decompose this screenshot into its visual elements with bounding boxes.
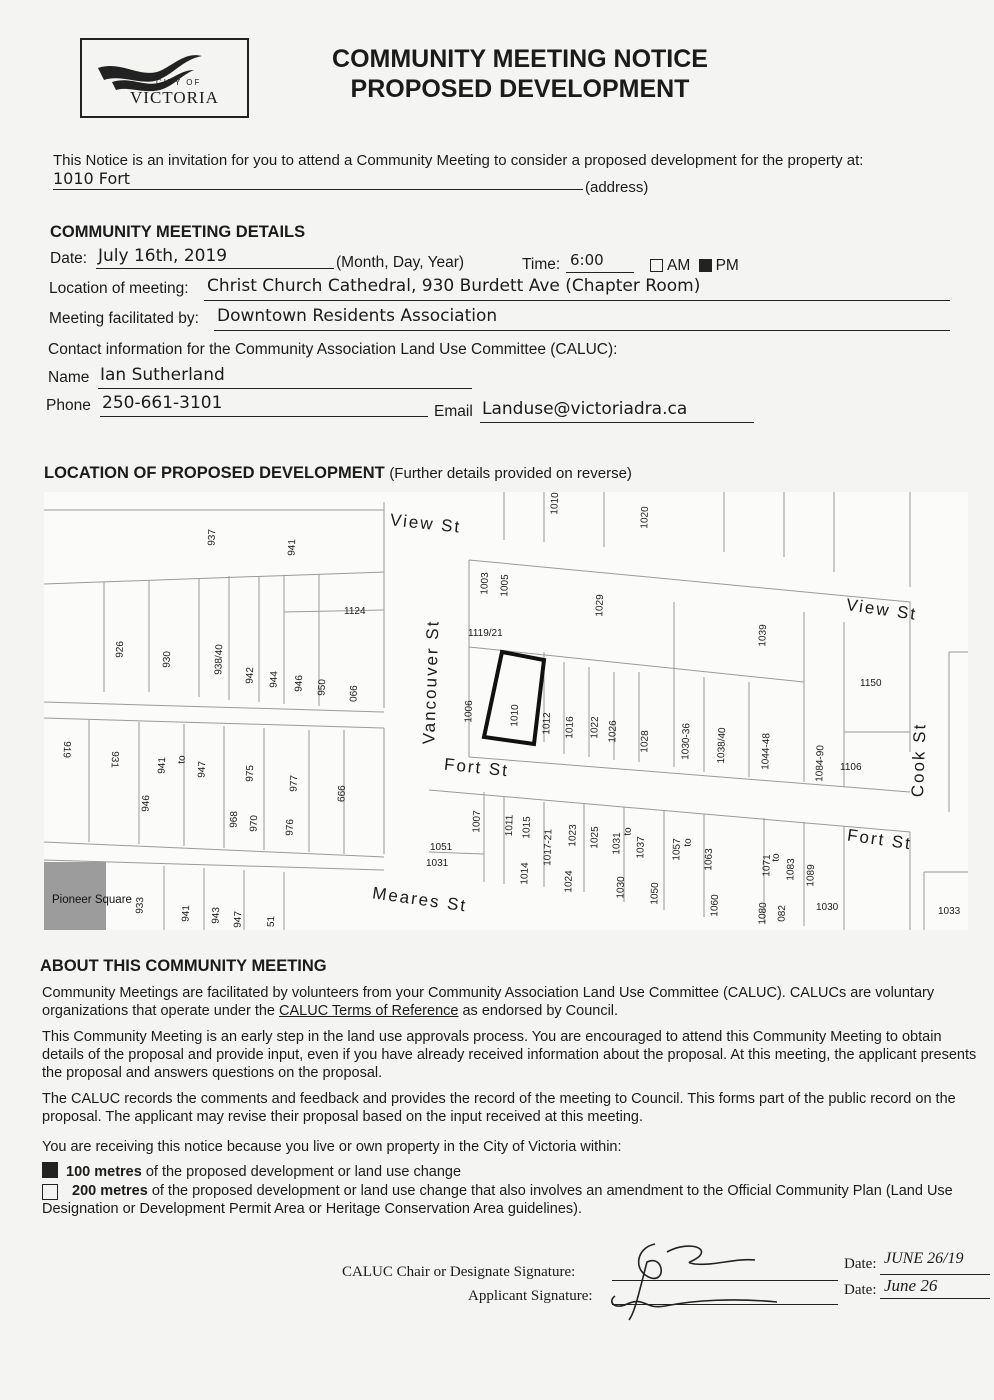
radius-option-100 <box>42 1162 982 1181</box>
lot-number: 1084-90 <box>814 744 827 783</box>
lot-number: 082 <box>776 904 789 923</box>
radius-100-text: of the proposed development or land use change <box>145 1164 462 1180</box>
lot-number: 1060 <box>709 894 722 917</box>
lot-number: 968 <box>228 810 241 829</box>
lot-number: 947 <box>232 910 245 929</box>
pm-label: PM <box>715 257 739 274</box>
lot-number: 950 <box>316 678 329 697</box>
street-fort-left: Fort St <box>443 754 510 781</box>
street-view-left: View St <box>389 510 463 537</box>
logo-city-of: CITY OF <box>156 78 202 87</box>
radius-200-checkbox[interactable] <box>42 1184 58 1200</box>
facilitated-label: Meeting facilitated by: <box>49 310 199 327</box>
lot-number: 1051 <box>430 842 453 853</box>
name-label: Name <box>48 369 90 386</box>
date-underline <box>96 268 334 269</box>
lot-number: 937 <box>206 528 219 547</box>
location-map <box>44 492 968 930</box>
lot-number: 946 <box>293 674 306 693</box>
lot-number: 944 <box>268 670 281 689</box>
date-value-2: June 26 <box>884 1276 938 1295</box>
am-label: AM <box>667 257 691 274</box>
location-label: Location of meeting: <box>49 280 189 297</box>
about-paragraph-2: This Community Meeting is an early step in the land use approvals process. You are encouraged to attend this Community Meeting to obtain details of the proposal and provide input, even if you have already received information about the proposal. At this meeting, the applicant presents the proposal and answers questions on the proposal. <box>42 1029 977 1081</box>
address-underline <box>53 189 583 190</box>
name-underline <box>98 388 472 389</box>
lot-number: 1031 <box>611 832 624 855</box>
city-logo <box>80 38 249 118</box>
name-value: Ian Sutherland <box>100 365 225 385</box>
time-underline <box>566 272 634 273</box>
lot-number: 1080 <box>757 902 770 925</box>
lot-number: 1026 <box>607 720 620 743</box>
street-cook: Cook St <box>907 722 930 798</box>
lot-number: 941 <box>180 904 193 923</box>
address-value: 1010 Fort <box>53 169 131 188</box>
date-label-1: Date: <box>844 1256 877 1272</box>
lot-number: 1033 <box>938 906 961 917</box>
date-line-2 <box>880 1298 990 1299</box>
applicant-signature-label: Applicant Signature: <box>468 1288 593 1304</box>
lot-number: 1023 <box>567 824 580 847</box>
details-heading: COMMUNITY MEETING DETAILS <box>50 223 306 241</box>
lot-number: 976 <box>284 818 297 837</box>
time-label: Time: <box>522 256 561 273</box>
lot-number: 1007 <box>471 810 484 833</box>
lot-number: 1124 <box>344 606 366 617</box>
date-label: Date: <box>50 250 88 267</box>
about-p1-end: as endorsed by Council. <box>462 1003 619 1019</box>
facilitated-value: Downtown Residents Association <box>217 306 498 326</box>
lot-number: 931 <box>108 750 121 769</box>
title-line-2: PROPOSED DEVELOPMENT <box>350 75 690 103</box>
lot-number: 1106 <box>840 762 862 773</box>
facilitated-underline <box>214 330 950 331</box>
lot-number: 938/40 <box>213 644 226 675</box>
invitation-text: This Notice is an invitation for you to attend a Community Meeting to consider a proposed development for the property at: <box>53 152 864 169</box>
lot-number: to <box>770 853 782 862</box>
location-heading-title: LOCATION OF PROPOSED DEVELOPMENT <box>44 464 385 482</box>
date-value: July 16th, 2019 <box>98 246 228 266</box>
lot-number: 919 <box>60 740 73 759</box>
lot-number: 941 <box>156 756 169 775</box>
lot-number: 1017-21 <box>542 828 555 867</box>
lot-number: 999 <box>334 784 347 803</box>
date-label-2: Date: <box>844 1282 877 1298</box>
radius-100-bold: 100 metres <box>66 1164 142 1180</box>
lot-number: 1057 <box>671 838 684 861</box>
location-heading <box>44 464 632 483</box>
lot-number: 1030-36 <box>680 722 693 761</box>
about-paragraph-3: The CALUC records the comments and feedback and provides the record of the meeting to Council. This forms part of the public record on the proposal. The applicant may revise their proposal based on the input received at this meeting. <box>42 1091 956 1125</box>
email-value: Landuse@victoriadra.ca <box>482 399 688 419</box>
location-heading-note: (Further details provided on reverse) <box>389 465 632 482</box>
lot-number: 1016 <box>564 716 577 739</box>
time-value: 6:00 <box>570 251 604 269</box>
lot-number: 990 <box>346 684 359 703</box>
radius-100-checkbox[interactable] <box>42 1162 58 1178</box>
about-paragraph-4: You are receiving this notice because you live or own property in the City of Victoria within: <box>42 1139 622 1155</box>
lot-number: to <box>622 827 634 836</box>
lot-number: 947 <box>196 760 209 779</box>
title-line-1: COMMUNITY MEETING NOTICE <box>332 45 708 73</box>
location-value: Christ Church Cathedral, 930 Burdett Ave (Chapter Room) <box>207 276 701 296</box>
lot-number: 1005 <box>499 574 512 597</box>
lot-number: 926 <box>114 640 127 659</box>
am-checkbox[interactable] <box>650 259 663 272</box>
address-label: (address) <box>585 179 649 196</box>
street-vancouver: Vancouver St <box>419 619 443 745</box>
lot-number: 1029 <box>594 594 607 617</box>
lot-number: 1006 <box>463 700 476 723</box>
phone-label: Phone <box>46 397 91 414</box>
lot-number: 51 <box>265 915 278 928</box>
lot-number: 941 <box>286 538 299 557</box>
lot-number: 1063 <box>703 848 716 871</box>
phone-value: 250-661-3101 <box>102 393 223 413</box>
pm-checkbox[interactable] <box>699 259 712 272</box>
lot-number: 1038/40 <box>715 727 729 764</box>
lot-number: 1039 <box>757 624 770 647</box>
lot-number: 1015 <box>521 816 534 839</box>
lot-number: 1010 <box>509 704 522 727</box>
date-hint: (Month, Day, Year) <box>336 254 465 271</box>
lot-number: 1014 <box>519 862 532 885</box>
about-p1-text: Community Meetings are facilitated by volunteers from your Community Association Land Use Committee (CALUC). CALUCs are voluntary organizations that operate under the <box>42 985 935 1019</box>
logo-victoria: VICTORIA <box>130 88 219 107</box>
street-fort-right: Fort St <box>846 825 914 854</box>
lot-number: 1071 <box>761 854 774 877</box>
lot-number: 930 <box>161 650 174 669</box>
lot-number: 933 <box>134 896 147 915</box>
caluc-terms-link[interactable]: CALUC Terms of Reference <box>279 1003 459 1019</box>
subject-property-outline <box>484 652 544 744</box>
lot-number: 1028 <box>639 730 652 753</box>
lot-number: 942 <box>244 666 257 685</box>
lot-number: 1044-48 <box>760 732 773 771</box>
lot-number: 946 <box>140 794 153 813</box>
radius-200-text: of the proposed development or land use change that also involves an amendment to the Official Community Plan (Land Use Designation or Development Permit Area or Heritage Conservation Area guidelines). <box>42 1183 953 1217</box>
am-option <box>650 257 739 275</box>
lot-number: 1119/21 <box>468 628 503 639</box>
location-underline <box>204 300 950 301</box>
lot-number: 1083 <box>785 858 798 881</box>
about-paragraph-1 <box>42 984 982 1020</box>
lot-number: to <box>176 755 188 764</box>
lot-number: 1025 <box>589 826 602 849</box>
lot-number: 1003 <box>479 572 492 595</box>
contact-text: Contact information for the Community Association Land Use Committee (CALUC): <box>48 341 618 358</box>
handwritten-signature-icon <box>605 1232 805 1322</box>
lot-number: 1022 <box>589 716 602 739</box>
caluc-signature-label: CALUC Chair or Designate Signature: <box>342 1264 576 1280</box>
lot-number: to <box>682 838 694 847</box>
lot-number: 1010 <box>549 492 562 515</box>
date-line-1 <box>880 1274 990 1275</box>
street-view-right: View St <box>845 595 919 624</box>
lot-number: 1030 <box>615 876 628 899</box>
map-lot-lines <box>44 492 968 930</box>
lot-number: 977 <box>288 774 301 793</box>
pioneer-square-label: Pioneer Square <box>52 894 132 906</box>
lot-number: 1020 <box>639 506 652 529</box>
lot-number: 970 <box>248 814 261 833</box>
lot-number: 1150 <box>860 678 882 689</box>
email-label: Email <box>434 403 473 420</box>
page-title <box>300 44 740 104</box>
lot-number: 1024 <box>563 870 576 893</box>
email-underline <box>480 422 754 423</box>
phone-underline <box>100 416 428 417</box>
lot-number: 1050 <box>649 882 662 905</box>
lot-number: 943 <box>210 906 223 925</box>
lot-number: 1011 <box>503 814 516 837</box>
lot-number: 1031 <box>426 858 449 869</box>
radius-option-200 <box>42 1182 982 1218</box>
lot-number: 1089 <box>805 864 818 887</box>
radius-200-bold: 200 metres <box>72 1183 148 1199</box>
about-heading: ABOUT THIS COMMUNITY MEETING <box>40 957 327 975</box>
lot-number: 1037 <box>635 836 648 859</box>
lot-number: 1012 <box>541 712 554 735</box>
street-meares: Meares St <box>371 883 469 916</box>
lot-number: 1030 <box>816 902 839 913</box>
date-value-1: JUNE 26/19 <box>884 1250 964 1267</box>
lot-number: 975 <box>244 764 257 783</box>
